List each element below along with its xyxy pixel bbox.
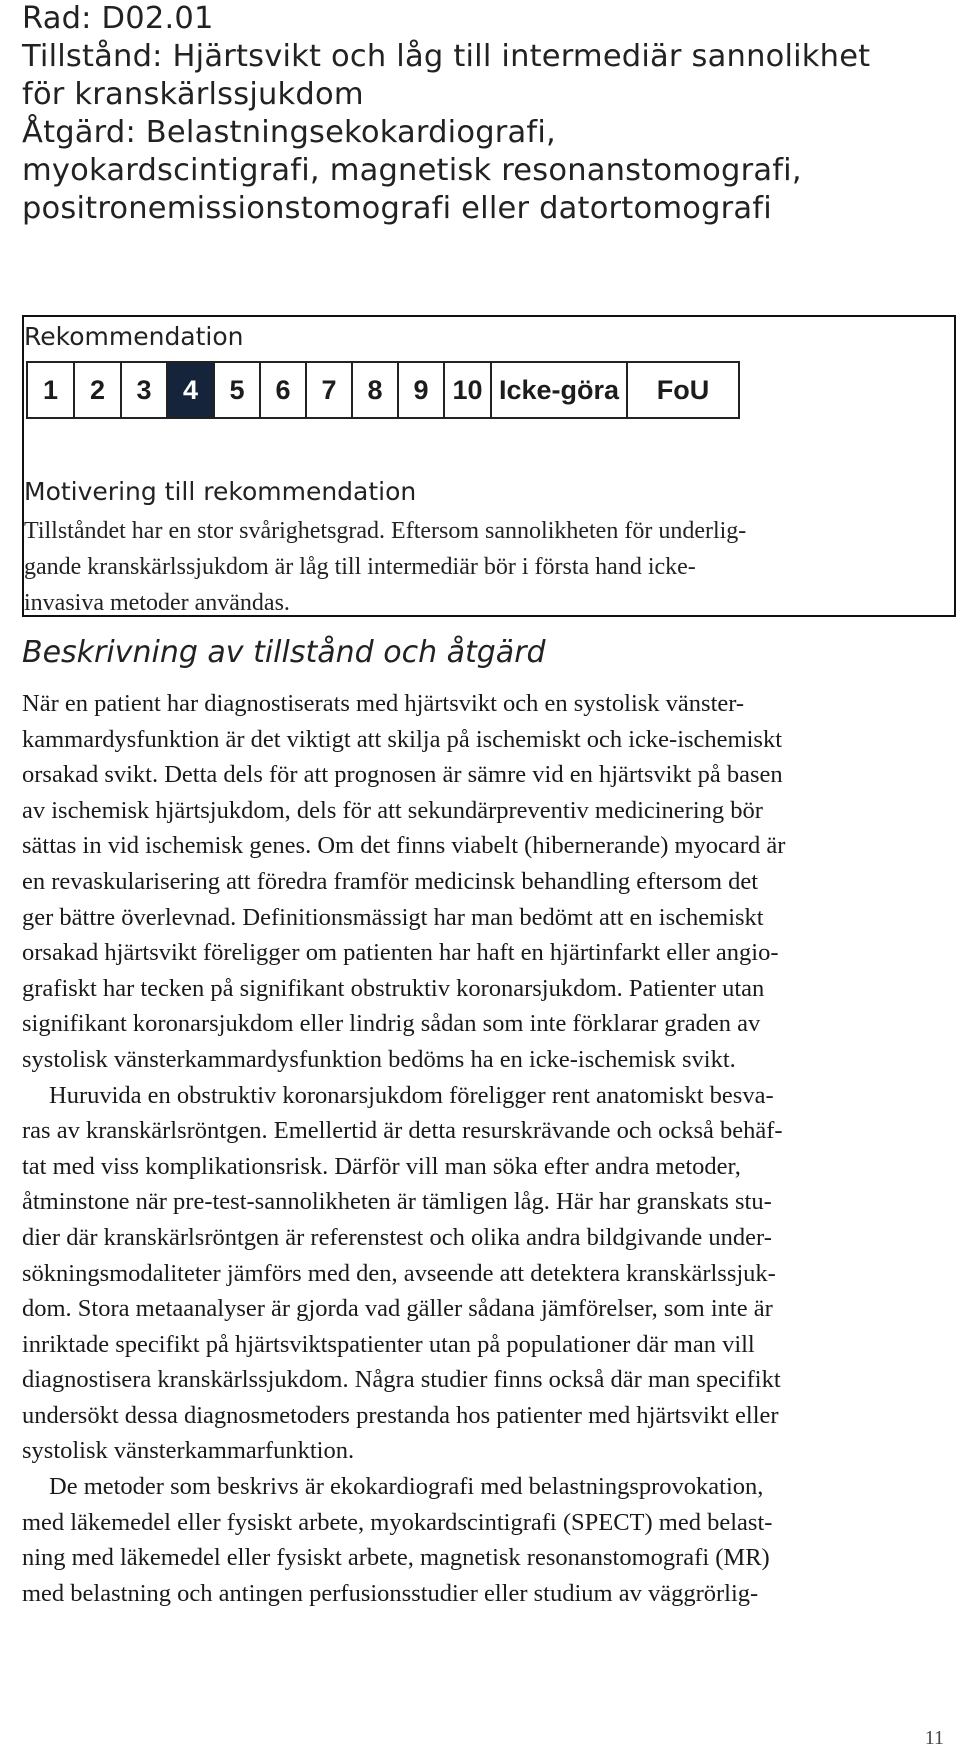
motivation-line: gande kranskärlssjukdom är låg till intermediär bör i första hand icke- <box>24 554 696 580</box>
body-line: systolisk vänsterkammarfunktion. <box>22 1437 355 1465</box>
scale-cell-4-selected: 4 <box>168 363 215 417</box>
scale-cell-7: 7 <box>307 363 353 417</box>
body-line: signifikant koronarsjukdom eller lindrig sådan som inte förklarar graden av <box>22 1010 761 1038</box>
recommendation-title: Rekommendation <box>24 322 244 351</box>
scale-cell-8: 8 <box>353 363 399 417</box>
description-heading: Beskrivning av tillstånd och åtgärd <box>22 635 546 670</box>
recommendation-scale <box>26 361 740 419</box>
row-id: Rad: D02.01 <box>22 1 214 36</box>
action-line-1: Åtgärd: Belastningsekokardiografi, <box>22 115 556 150</box>
body-line: dom. Stora metaanalyser är gjorda vad gäller sådana jämförelser, som inte är <box>22 1295 773 1323</box>
motivation-title: Motivering till rekommendation <box>24 477 417 506</box>
body-line: en revaskularisering att föredra framför medicinsk behandling eftersom det <box>22 867 759 895</box>
body-line: kammardysfunktion är det viktigt att skilja på ischemiskt och icke-ischemiskt <box>22 725 783 753</box>
body-line: ger bättre överlevnad. Definitionsmässigt har man bedömt att en ischemiskt <box>22 903 764 931</box>
scale-cell-9: 9 <box>399 363 445 417</box>
motivation-line: invasiva metoder användas. <box>24 590 290 616</box>
motivation-line: Tillståndet har en stor svårighetsgrad. Eftersom sannolikheten för underlig- <box>24 518 747 544</box>
scale-cell-5: 5 <box>215 363 261 417</box>
scale-cell-icke-gora: Icke-göra <box>492 363 628 417</box>
body-line: inriktade specifikt på hjärtsviktspatienter utan på populationer där man vill <box>22 1330 755 1358</box>
body-line: sättas in vid ischemisk genes. Om det finns viabelt (hibernerande) myocard är <box>22 832 786 860</box>
body-line: dier där kranskärlsröntgen är referenstest och olika andra bildgivande under- <box>22 1223 772 1251</box>
body-line: grafiskt har tecken på signifikant obstruktiv koronarsjukdom. Patienter utan <box>22 974 765 1002</box>
body-line: åtminstone när pre-test-sannolikheten är tämligen låg. Här har granskats stu- <box>22 1188 772 1216</box>
body-line: ning med läkemedel eller fysiskt arbete, magnetisk resonanstomografi (MR) <box>22 1544 770 1572</box>
body-line: med läkemedel eller fysiskt arbete, myokardscintigrafi (SPECT) med belast- <box>22 1508 773 1536</box>
scale-cell-1: 1 <box>28 363 75 417</box>
recommendation-box <box>22 315 956 617</box>
page-header <box>22 0 942 228</box>
body-line: orsakad svikt. Detta dels för att prognosen är sämre vid en hjärtsvikt på basen <box>22 761 783 789</box>
body-line: undersökt dessa diagnosmetoders prestanda hos patienter med hjärtsvikt eller <box>22 1401 779 1429</box>
scale-cell-6: 6 <box>261 363 307 417</box>
condition-line-2: för kranskärlssjukdom <box>22 77 364 112</box>
scale-cell-fou: FoU <box>656 374 710 405</box>
body-line: orsakad hjärtsvikt föreligger om patienten har haft en hjärtinfarkt eller angio- <box>22 939 779 967</box>
body-line: sökningsmodaliteter jämförs med den, avseende att detektera kranskärlssjuk- <box>22 1259 776 1287</box>
body-line: ras av kranskärlsröntgen. Emellertid är detta resurskrävande och också behäf- <box>22 1117 783 1145</box>
body-line: Huruvida en obstruktiv koronarsjukdom föreligger rent anatomiskt besva- <box>49 1081 774 1109</box>
motivation-text <box>24 513 924 621</box>
body-line: med belastning och antingen perfusionsstudier eller studium av väggrörlig- <box>22 1579 759 1607</box>
body-line: De metoder som beskrivs är ekokardiografi med belastningsprovokation, <box>49 1473 764 1501</box>
description-body <box>22 686 942 1611</box>
scale-cell-3: 3 <box>122 363 168 417</box>
body-line: systolisk vänsterkammardysfunktion bedöms ha en icke-ischemisk svikt. <box>22 1045 736 1073</box>
body-line: När en patient har diagnostiserats med hjärtsvikt och en systolisk vänster- <box>22 690 745 717</box>
body-line: tat med viss komplikationsrisk. Därför vill man söka efter andra metoder, <box>22 1152 741 1180</box>
condition-line-1: Tillstånd: Hjärtsvikt och låg till intermediär sannolikhet <box>22 39 871 74</box>
action-line-2: myokardscintigrafi, magnetisk resonanstomografi, <box>22 153 802 188</box>
page-number: 11 <box>924 1727 944 1749</box>
action-line-3: positronemissionstomografi eller datortomografi <box>22 191 772 226</box>
scale-cell-2: 2 <box>75 363 122 417</box>
body-line: diagnostisera kranskärlssjukdom. Några studier finns också där man specifikt <box>22 1366 781 1394</box>
body-line: av ischemisk hjärtsjukdom, dels för att sekundärpreventiv medicinering bör <box>22 796 763 824</box>
scale-cell-10: 10 <box>445 363 492 417</box>
